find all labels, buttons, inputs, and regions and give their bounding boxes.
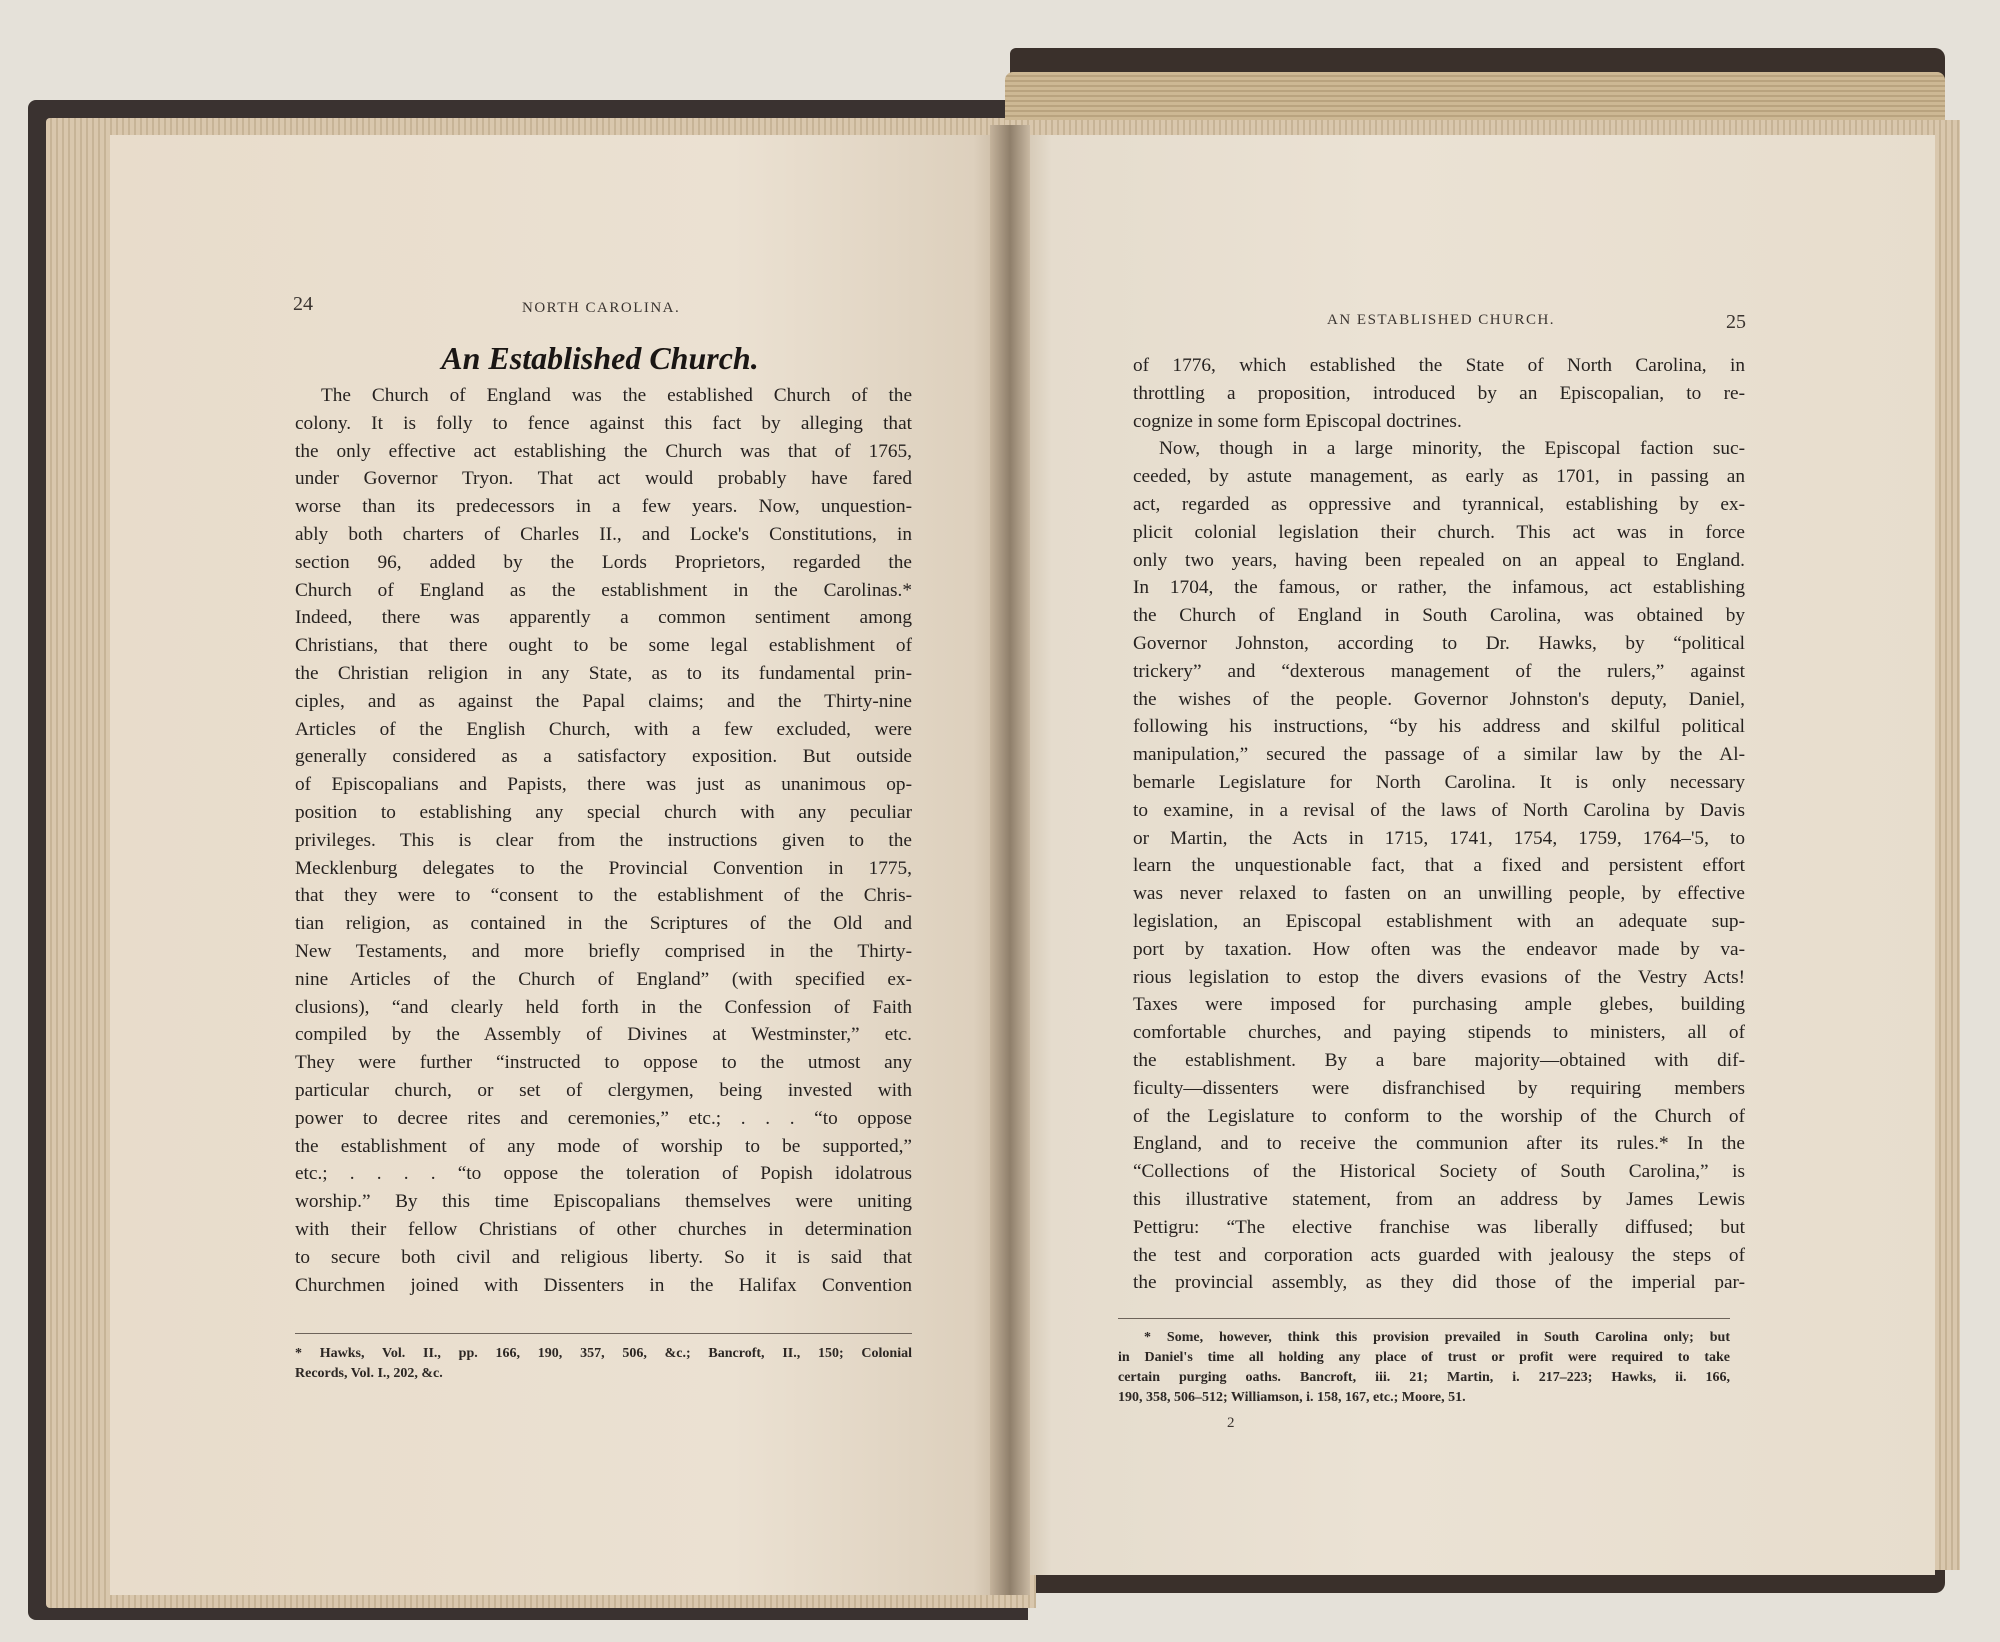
body-line: rious legislation to estop the divers evasions of the Vestry Acts!: [1133, 966, 1745, 988]
body-line: Articles of the English Church, with a few excluded, were: [295, 718, 912, 740]
page-number-left: 24: [293, 293, 313, 315]
body-line: Now, though in a large minority, the Episcopal faction suc-: [1159, 438, 1745, 460]
body-line: port by taxation. How often was the endeavor made by va-: [1133, 938, 1745, 960]
body-line: comfortable churches, and paying stipends to ministers, all of: [1133, 1022, 1745, 1044]
body-line: learn the unquestionable fact, that a fixed and persistent effort: [1133, 855, 1745, 877]
body-line: ceeded, by astute management, as early as 1701, in passing an: [1133, 466, 1745, 488]
body-line: privileges. This is clear from the instructions given to the: [295, 829, 912, 851]
body-line: particular church, or set of clergymen, being invested with: [295, 1079, 912, 1101]
body-line: with their fellow Christians of other churches in determination: [295, 1218, 912, 1240]
footnote-rule-right: [1118, 1318, 1730, 1319]
body-line: the establishment of any mode of worship to be supported,”: [295, 1135, 912, 1157]
footnote-line: * Hawks, Vol. II., pp. 166, 190, 357, 506, &c.; Bancroft, II., 150; Colonial: [295, 1346, 912, 1361]
body-line: the wishes of the people. Governor Johnston's deputy, Daniel,: [1133, 688, 1745, 710]
body-line: only two years, having been repealed on an appeal to England.: [1133, 549, 1745, 571]
body-line: the only effective act establishing the Church was that of 1765,: [295, 440, 912, 462]
body-line: under Governor Tryon. That act would probably have fared: [295, 468, 912, 490]
body-line: the Church of England in South Carolina, was obtained by: [1133, 605, 1745, 627]
body-line: Churchmen joined with Dissenters in the Halifax Convention: [295, 1274, 912, 1296]
body-line: following his instructions, “by his address and skilful political: [1133, 716, 1745, 738]
body-line: Mecklenburg delegates to the Provincial Convention in 1775,: [295, 857, 912, 879]
running-head-right: AN ESTABLISHED CHURCH.: [1327, 312, 1556, 328]
body-line: power to decree rites and ceremonies,” etc.; . . . “to oppose: [295, 1107, 912, 1129]
body-line: plicit colonial legislation their church. This act was in force: [1133, 521, 1745, 543]
body-line: section 96, added by the Lords Proprietors, regarded the: [295, 551, 912, 573]
body-line: the Christian religion in any State, as to its fundamental prin-: [295, 662, 912, 684]
body-line: trickery” and “dexterous management of the rulers,” against: [1133, 660, 1745, 682]
body-line: legislation, an Episcopal establishment with an adequate sup-: [1133, 910, 1745, 932]
right-page-body: [1133, 352, 1745, 1297]
body-line: the establishment. By a bare majority—obtained with dif-: [1133, 1049, 1745, 1071]
body-line: of Episcopalians and Papists, there was just as unanimous op-: [295, 774, 912, 796]
body-line: bemarle Legislature for North Carolina. It is only necessary: [1133, 771, 1745, 793]
body-line: In 1704, the famous, or rather, the infamous, act establishing: [1133, 577, 1745, 599]
body-line: Pettigru: “The elective franchise was liberally diffused; but: [1133, 1216, 1745, 1238]
body-line: “Collections of the Historical Society of South Carolina,” is: [1133, 1161, 1745, 1183]
body-line: nine Articles of the Church of England” (with specified ex-: [295, 968, 912, 990]
body-line: New Testaments, and more briefly comprised in the Thirty-: [295, 940, 912, 962]
body-line: Indeed, there was apparently a common sentiment among: [295, 607, 912, 629]
body-line: of the Legislature to conform to the worship of the Church of: [1133, 1105, 1745, 1127]
body-line: clusions), “and clearly held forth in the Confession of Faith: [295, 996, 912, 1018]
body-line: act, regarded as oppressive and tyrannical, establishing by ex-: [1133, 493, 1745, 515]
body-line: The Church of England was the established Church of the: [321, 385, 912, 406]
body-line: Christians, that there ought to be some legal establishment of: [295, 635, 912, 657]
body-line: tian religion, as contained in the Scriptures of the Old and: [295, 913, 912, 935]
body-line: ably both charters of Charles II., and Locke's Constitutions, in: [295, 523, 912, 545]
body-line: ficulty—dissenters were disfranchised by requiring members: [1133, 1077, 1745, 1099]
body-line: to secure both civil and religious liberty. So it is said that: [295, 1246, 912, 1268]
body-line: Church of England as the establishment in the Carolinas.*: [295, 579, 912, 601]
body-line: England, and to receive the communion after its rules.* In the: [1133, 1133, 1745, 1155]
body-line: this illustrative statement, from an address by James Lewis: [1133, 1188, 1745, 1210]
body-line: Governor Johnston, according to Dr. Hawks, by “political: [1133, 632, 1745, 654]
body-line: ciples, and as against the Papal claims; and the Thirty-nine: [295, 690, 912, 712]
body-line: compiled by the Assembly of Divines at Westminster,” etc.: [295, 1024, 912, 1046]
body-line: the provincial assembly, as they did those of the imperial par-: [1133, 1272, 1745, 1294]
body-line: colony. It is folly to fence against this fact by alleging that: [295, 412, 912, 434]
body-line: that they were to “consent to the establishment of the Chris-: [295, 885, 912, 907]
body-line: Taxes were imposed for purchasing ample glebes, building: [1133, 994, 1745, 1016]
right-page-footnote: [1118, 1328, 1730, 1408]
book-gutter: [990, 125, 1030, 1595]
left-page-body: [295, 382, 912, 1299]
body-line: generally considered as a satisfactory exposition. But outside: [295, 746, 912, 768]
body-line: etc.; . . . . “to oppose the toleration of Popish idolatrous: [295, 1163, 912, 1185]
body-line: was never relaxed to fasten on an unwilling people, by effective: [1133, 883, 1745, 905]
body-line: to examine, in a revisal of the laws of North Carolina by Davis: [1133, 799, 1745, 821]
footnote-rule-left: [295, 1333, 912, 1334]
footnote-line: 190, 358, 506–512; Williamson, i. 158, 167, etc.; Moore, 51.: [1118, 1390, 1466, 1405]
body-line: or Martin, the Acts in 1715, 1741, 1754, 1759, 1764–'5, to: [1133, 827, 1745, 849]
footnote-line: Records, Vol. I., 202, &c.: [295, 1366, 443, 1381]
body-line: They were further “instructed to oppose to the utmost any: [295, 1052, 912, 1074]
body-line: throttling a proposition, introduced by an Episcopalian, to re-: [1133, 382, 1745, 404]
body-line: position to establishing any special church with any peculiar: [295, 801, 912, 823]
body-line: worship.” By this time Episcopalians themselves were uniting: [295, 1191, 912, 1213]
signature-mark: 2: [1227, 1415, 1235, 1431]
footnote-line: certain purging oaths. Bancroft, iii. 21; Martin, i. 217–223; Hawks, ii. 166,: [1118, 1370, 1730, 1385]
running-head-left: NORTH CAROLINA.: [522, 300, 681, 316]
body-line: worse than its predecessors in a few years. Now, unquestion-: [295, 496, 912, 518]
body-line: of 1776, which established the State of North Carolina, in: [1133, 355, 1745, 376]
body-line: the test and corporation acts guarded with jealousy the steps of: [1133, 1244, 1745, 1266]
section-title: An Established Church.: [441, 340, 759, 376]
body-line: manipulation,” secured the passage of a similar law by the Al-: [1133, 744, 1745, 766]
footnote-line: * Some, however, think this provision prevailed in South Carolina only; but: [1144, 1330, 1730, 1345]
body-line: cognize in some form Episcopal doctrines.: [1133, 410, 1462, 432]
left-page-footnote: [295, 1344, 912, 1384]
footnote-line: in Daniel's time all holding any place of trust or profit were required to take: [1118, 1350, 1730, 1365]
page-number-right: 25: [1726, 311, 1746, 333]
